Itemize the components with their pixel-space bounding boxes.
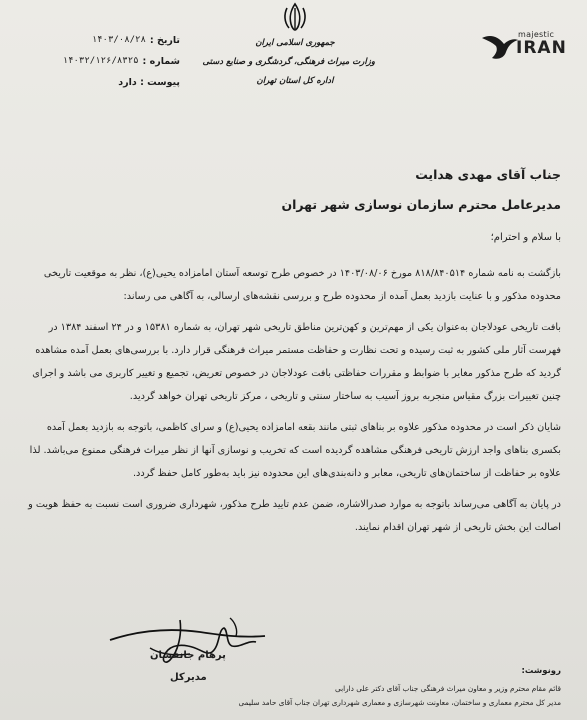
logo-top-text: majestic xyxy=(518,30,555,39)
logo-main-text: IRAN xyxy=(516,38,567,58)
number-value: ۱۴۰۳۲/۱۲۶/۸۳۲۵ xyxy=(62,56,139,66)
attachment-label: پیوست : دارد xyxy=(118,77,180,88)
number-row xyxy=(60,51,180,72)
letter-meta xyxy=(60,30,180,93)
addressee-title: مدیرعامل محترم سازمان نوسازی شهر تهران xyxy=(281,197,561,212)
copy-recipients xyxy=(239,664,561,710)
org-line-2: وزارت میراث فرهنگی، گردشگری و صنایع دستی xyxy=(202,57,375,67)
date-label: تاریخ : xyxy=(149,35,180,46)
cc-line-2: مدیر کل محترم معماری و ساختمان، معاونت شهرسازی و معماری شهرداری تهران جناب آقای حامد سلیمی xyxy=(238,698,561,707)
number-label: شماره : xyxy=(142,56,180,67)
body-paragraph-3: شایان ذکر است در محدوده مذکور علاوه بر بناهای ثبتی مانند بقعه امامزاده یحیی(ع) و سرای کاظمی، باتوجه به بازدید بعمل آمده بکسری بناهای واجد ارزش تاریخی فرهنگی مشاهده گردیده است که تخریب و نوسازی آنها از نظر میراث فرهنگی ممنوع می‌باشد. لذا علاوه بر حفاظت از ساختمان‌های تاریخی، معابر و دانه‌بندی‌های این محدوده نیز باید به‌طور کامل حفظ گردد. xyxy=(29,421,561,480)
bird-logo-icon xyxy=(480,26,520,66)
letter-body xyxy=(28,262,561,546)
salutation: با سلام و احترام؛ xyxy=(490,232,561,243)
cc-line-1: قائم مقام محترم وزیر و معاون میراث فرهنگی جناب آقای دکتر علی دارابی xyxy=(334,684,561,693)
signatory-name: پرهام جانفشان xyxy=(150,650,226,661)
org-line-3: اداره کل استان تهران xyxy=(256,76,334,86)
body-paragraph-2: بافت تاریخی عودلاجان به‌عنوان یکی از مهم‌ترین و کهن‌ترین مناطق تاریخی شهر تهران، به شماره ۱۵۳۸۱ و در ۲۴ اسفند ۱۳۸۴ در فهرست آثار ملی کشور به ثبت رسیده و تحت نظارت و حفاظت مستمر میراث فرهنگی قرار دارد. با بررسی‌های بعمل آمده مشاهده گردید که طرح مذکور مغایر با ضوابط و مقررات حفاظتی بافت عودلاجان در خصوص تعریض، تجمیع و تغییر کاربری می باشد و اجرای چنین تغییرات بزرگ مقیاس منجربه بروز آسیب به ساختار سنتی و تاریخی ، مرکز تاریخی تهران خواهد گردید. xyxy=(32,321,561,403)
cc-title: رونوشت: xyxy=(521,666,561,676)
signatory-title: مدیرکل xyxy=(170,672,207,683)
body-paragraph-1: بازگشت به نامه شماره ۸۱۸/۸۴۰۵۱۴ مورخ ۱۴۰۳/۰۸/۰۶ در خصوص طرح توسعه آستان امامزاده یحیی(ع)، نظر به موقعیت تاریخی محدوده مذکور و با عنایت بازدید بعمل آمده از محدوده طرح و بررسی نقشه‌های ارسالی، به آگاهی می رساند: xyxy=(43,268,561,303)
date-value: ۱۴۰۳/۰۸/۲۸ xyxy=(91,35,146,45)
body-paragraph-4: در پایان به آگاهی می‌رساند باتوجه به موارد صدرالاشاره، ضمن عدم تایید طرح مذکور، شهرداری ضروری است نسبت به حفظ هویت و اصالت این بخش تاریخی از شهر تهران اقدام نمایند. xyxy=(28,498,561,533)
attachment-row xyxy=(60,72,180,93)
organization-name xyxy=(202,34,375,91)
majestic-iran-logo xyxy=(480,24,575,74)
addressee-name: جناب آقای مهدی هدایت xyxy=(415,167,561,182)
org-line-1: جمهوری اسلامی ایران xyxy=(255,38,335,48)
iran-emblem-icon xyxy=(281,2,309,32)
addressee xyxy=(281,160,561,220)
date-row xyxy=(60,30,180,51)
